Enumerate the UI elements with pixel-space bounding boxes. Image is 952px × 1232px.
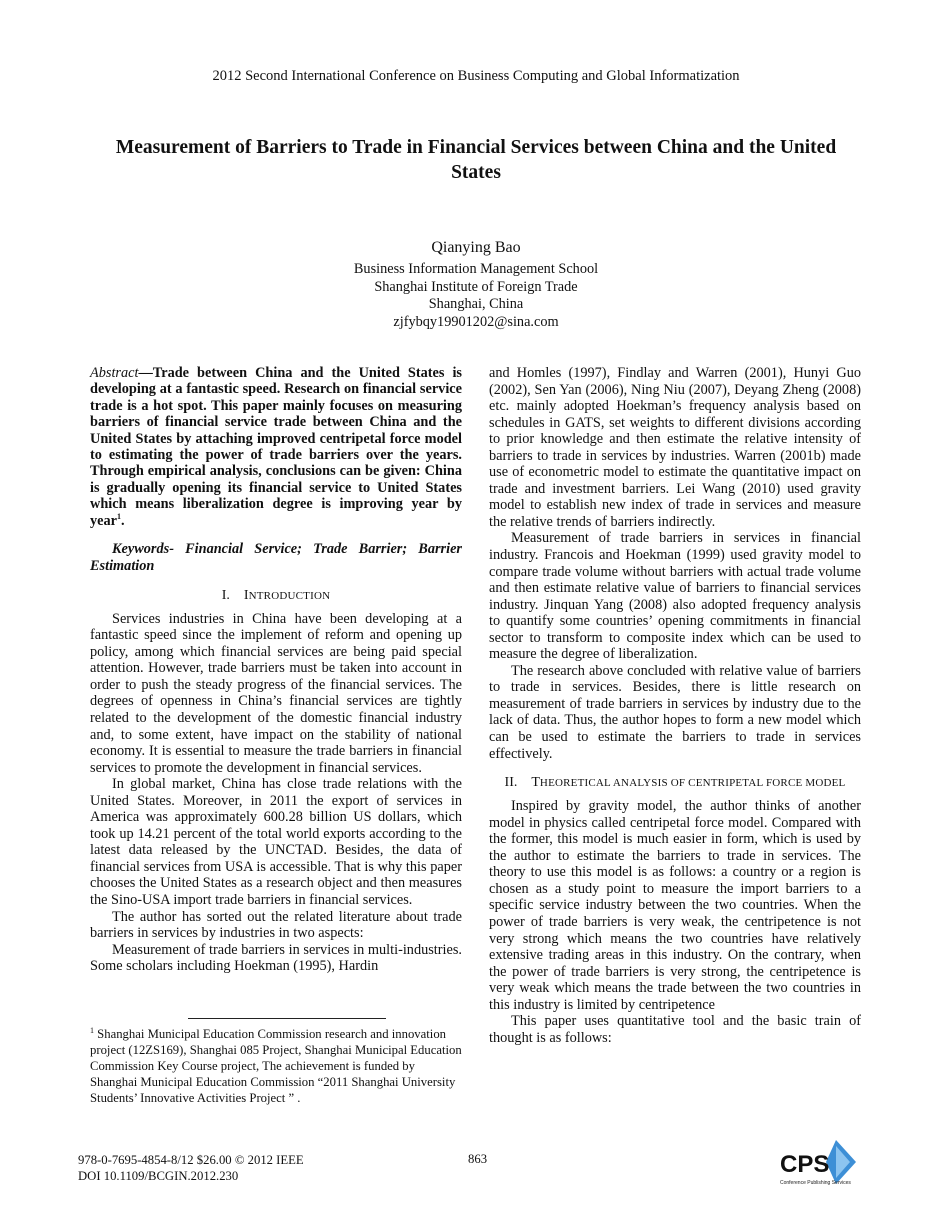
svg-text:Conference Publishing Services: Conference Publishing Services (780, 1180, 851, 1186)
footnote (90, 1026, 462, 1106)
section-title-rest: HEORETICAL ANALYSIS OF CENTRIPETAL FORCE MODEL (539, 777, 846, 790)
author-affiliation (0, 261, 952, 331)
abstract-end: . (121, 512, 125, 529)
abstract-label: Abstract (90, 365, 139, 381)
conference-header: 2012 Second International Conference on Business Computing and Global Informatization (212, 68, 740, 84)
section-number: II. (504, 775, 518, 791)
right-column (489, 365, 861, 1046)
section-heading-theory (489, 774, 861, 792)
page-number: 863 (468, 1152, 488, 1166)
paragraph: The author has sorted out the related literature about trade barriers in services by industries in two aspects: (90, 908, 462, 942)
paragraph: This paper uses quantitative tool and the basic train of thought is as follows: (489, 1013, 861, 1046)
paragraph: Services industries in China have been developing at a fantastic speed since the implement of reform and opening up policy, among which financial services are being paid special attention. However, trade barriers must be taken into account in order to push the steady progress of the financial services. The degrees of openness in China’s financial services are tightly related to the development of the domestic financial industry and, to some extent, have impact on the stability of national economy. It is essential to measure the trade barriers in financial services to promote the development in financial services. (90, 610, 462, 776)
section-title-initial: T (531, 775, 540, 791)
paragraph: Measurement of trade barriers in services in multi-industries. Some scholars including Hoekman (1995), Hardin (90, 941, 462, 975)
section-number: I. (221, 588, 230, 604)
author-name: Qianying Bao (431, 239, 521, 256)
paper-title: Measurement of Barriers to Trade in Financial Services between China and the United States (115, 137, 837, 183)
section-title-rest: NTRODUCTION (248, 590, 331, 603)
cps-logo (778, 1138, 858, 1190)
paragraph: The research above concluded with relative value of barriers to trade in services. Besides, there is little research on measurement of trade barriers in services by industry due to the lack of data. Thus, the author hopes to form a new model which can be used to estimate the barriers to trade in services effectively. (489, 662, 861, 762)
section-heading-introduction (90, 588, 462, 605)
footnote-mark: 1 (90, 1025, 94, 1035)
isbn: 978-0-7695-4854-8/12 $26.00 © 2012 IEEE (78, 1153, 304, 1167)
footnote-mark: 1 (117, 511, 121, 521)
doi: DOI 10.1109/BCGIN.2012.230 (78, 1169, 239, 1183)
svg-text:CPS: CPS (780, 1151, 830, 1178)
author-email: zjfybqy19901202@sina.com (393, 313, 559, 330)
section-title-initial: I (243, 588, 249, 604)
affiliation-line: Shanghai, China (428, 296, 524, 312)
affiliation-line: Shanghai Institute of Foreign Trade (374, 278, 578, 295)
paragraph: and Homles (1997), Findlay and Warren (2001), Hunyi Guo (2002), Sen Yan (2006), Ning Niu (2007), Deyang Zheng (2008) etc. mainly adopted Hoekman’s frequency analysis based on schedules in GATS, set weights to different divisions according to prior knowledge and then estimate the relative intensity of barriers to trade in services by industries. Warren (2001b) made use of econometric model to estimate the quantitative impact on trade and investment barriers. Lei Wang (2010) used gravity model to establish new index of trade in services and measure the relative trends of barriers indirectly. (489, 365, 861, 530)
keywords: Keywords- Financial Service; Trade Barrier; Barrier Estimation (90, 541, 462, 574)
left-column (90, 365, 462, 975)
footnote-divider (188, 1018, 386, 1019)
paragraph: Inspired by gravity model, the author thinks of another model in physics called centripetal force model. Compared with the former, this model is much easier in form, which is used by the author to estimate the barriers to trade in services. The theory to use this model is as follows: a country or a region is chosen as a study point to measure the import barriers to a specific service industry between the two countries. When the power of trade barriers is very weak, the centripetence is not very strong which means the two countries have relatively extensive trading areas in this industry. On the contrary, when the power of trade barriers is very strong, the centripetence is very weak which means the trade between the two countries in this industry is limited by centripetence (489, 798, 861, 1013)
footnote-text: Shanghai Municipal Education Commission research and innovation project (12ZS169), Shanghai 085 Project, Shanghai Municipal Education Commission Key Course project, The achievement is funded by Shanghai Municipal Education Commission “2011 Shanghai University Students’ Innovative Activities Project ” . (90, 1027, 462, 1105)
affiliation-line: Business Information Management School (353, 261, 599, 277)
paragraph: Measurement of trade barriers in services in financial industry. Francois and Hoekman (1999) used gravity model to compare trade volume without barriers with actual trade volume and then estimate relative value of barriers to financial services industry. Jinquan Yang (2008) also adopted frequency analysis to quantify some countries’ opening commitments in financial sector to transform to composite index which can be used to measure the degree of liberalization. (489, 530, 861, 663)
footer-publication-info (78, 1152, 304, 1184)
abstract-text: —Trade between China and the United States is developing at a fantastic speed. Research on financial service trade is a hot spot. This paper mainly focuses on measuring barriers of financial service trade between China and the United States by attaching improved centripetal force model to estimating the power of trade barriers over the years. Through empirical analysis, conclusions can be given: China is gradually opening its financial service to United States which means liberalization degree is improving year by year (90, 365, 462, 529)
abstract (90, 365, 462, 529)
paragraph: In global market, China has close trade relations with the United States. Moreover, in 2011 the export of services in America was approximately 600.28 billion US dollars, which took up 14.21 percent of the total world exports according to the latest data released by the UNCTAD. Besides, the data of financial services from USA is accessible. That is why this paper chooses the United States as a research object and then measures the Sino-USA import trade barriers in financial services. (90, 776, 462, 908)
